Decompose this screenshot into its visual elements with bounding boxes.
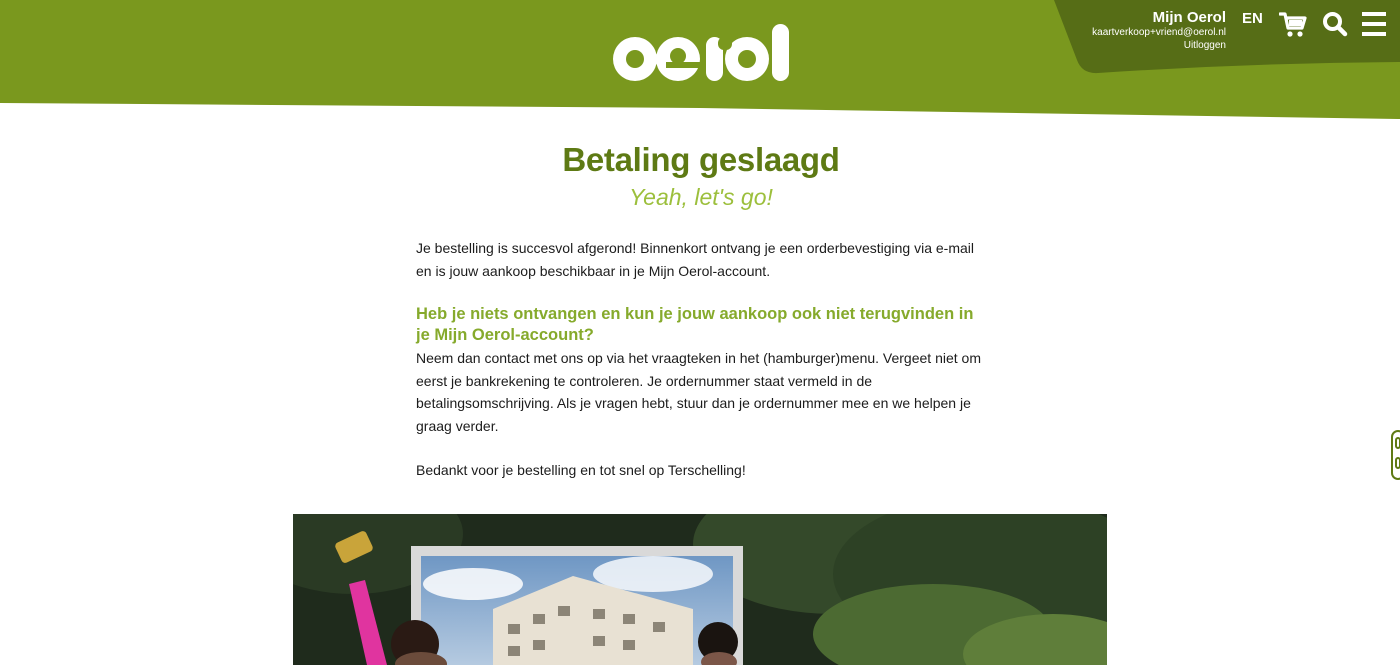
festival-photo [293, 514, 1107, 665]
feedback-widget[interactable] [1391, 430, 1400, 480]
hamburger-menu-icon[interactable] [1360, 10, 1388, 38]
page-subtitle: Yeah, let's go! [629, 184, 773, 210]
payment-confirmation [416, 140, 986, 482]
account-email: kaartverkoop+vriend@oerol.nl [1092, 27, 1226, 38]
site-header [0, 0, 1400, 125]
oerol-logo[interactable] [611, 22, 791, 84]
account-menu[interactable] [1092, 9, 1226, 52]
confirmation-text: Je bestelling is succesvol afgerond! Binnenkort ontvang je een orderbevestiging via e-mail en is jouw aankoop beschikbaar in je Mijn Oerol-account. [416, 240, 974, 279]
language-switch[interactable]: EN [1242, 10, 1263, 27]
account-title[interactable]: Mijn Oerol [1152, 9, 1226, 26]
cart-icon[interactable] [1279, 10, 1307, 38]
widget-icon [1395, 457, 1400, 469]
page-title: Betaling geslaagd [562, 141, 840, 178]
help-text: Neem dan contact met ons op via het vraagteken in het (hamburger)menu. Vergeet niet om eerst je bankrekening te controleren. Je ordernummer staat vermeld in de betalingsomschrijving. Als je vragen hebt, stuur dan je ordernummer mee en we helpen je graag verder. [416, 350, 981, 434]
logout-link[interactable]: Uitloggen [1183, 40, 1226, 51]
search-icon[interactable] [1321, 10, 1349, 38]
help-question-heading: Heb je niets ontvangen en kun je jouw aankoop ook niet terugvinden in je Mijn Oerol-account? [416, 305, 974, 344]
thank-you-text: Bedankt voor je bestelling en tot snel op Terschelling! [416, 462, 746, 478]
widget-icon [1395, 437, 1400, 449]
